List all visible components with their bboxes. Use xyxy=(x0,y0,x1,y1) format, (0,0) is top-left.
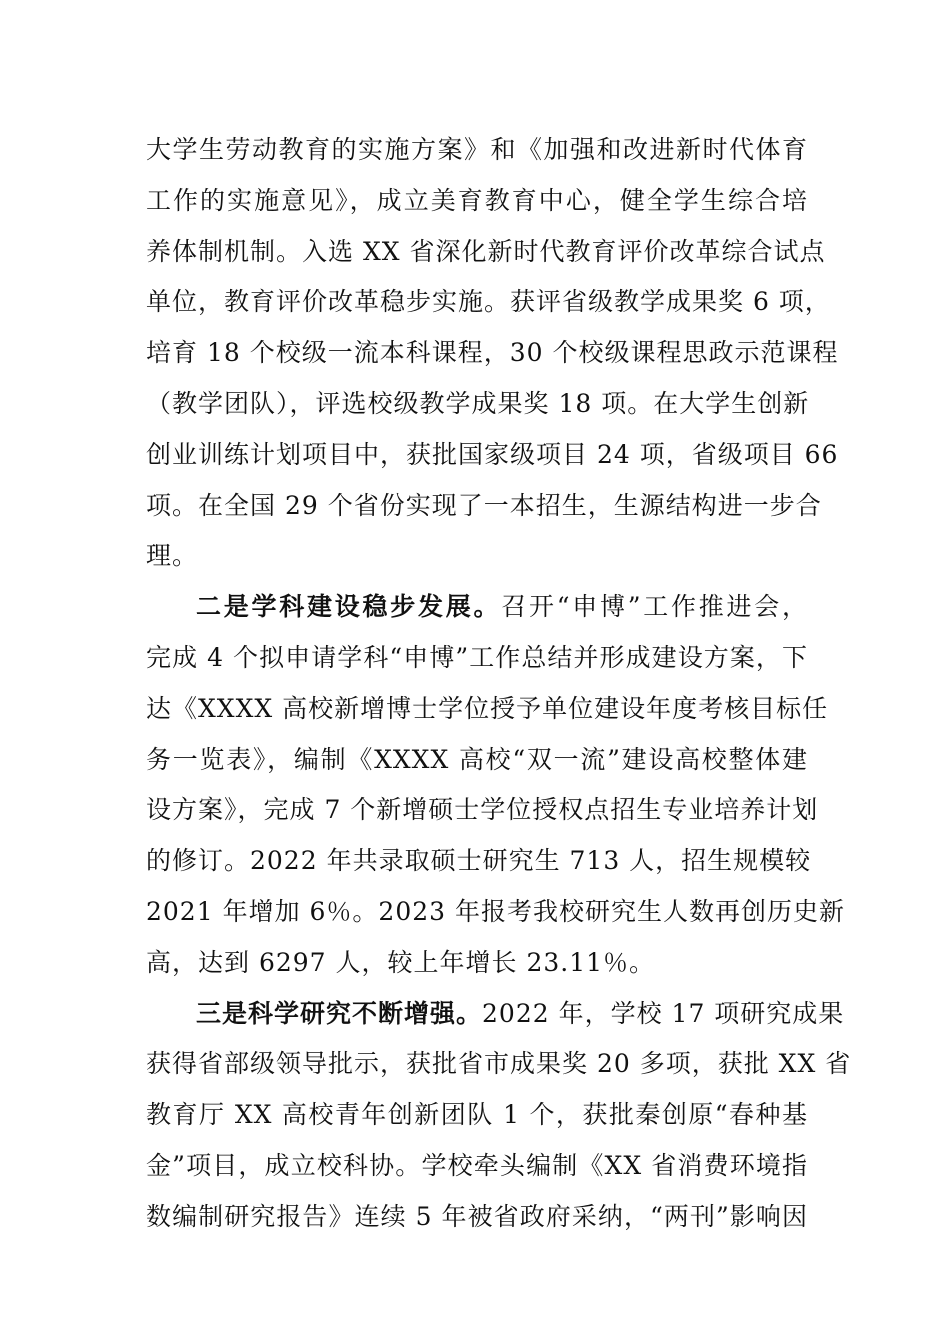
text-line: 务一览表》，编制《XXXX 高校“双一流”建设高校整体建 xyxy=(146,744,808,774)
text-line: 达《XXXX 高校新增博士学位授予单位建设年度考核目标任 xyxy=(146,693,829,723)
text-line: 获得省部级领导批示，获批省市成果奖 20 多项，获批 XX 省 xyxy=(146,1049,852,1079)
text-line: 完成 4 个拟申请学科“申博”工作总结并形成建设方案，下 xyxy=(146,642,808,672)
text-line: 数编制研究报告》连续 5 年被省政府采纳，“两刊”影响因 xyxy=(146,1201,808,1231)
text-line: 教育厅 XX 高校青年创新团队 1 个，获批秦创原“春种基 xyxy=(146,1100,808,1130)
body-text xyxy=(146,125,852,1243)
section-heading-line xyxy=(146,989,845,1040)
section-lead: 三是科学研究不断增强。 xyxy=(196,998,483,1028)
text-line: 金”项目，成立校科协。学校牵头编制《XX 省消费环境指 xyxy=(146,1150,808,1180)
text-line: 培育 18 个校级一流本科课程，30 个校级课程思政示范课程 xyxy=(146,338,839,368)
text-line: 创业训练计划项目中，获批国家级项目 24 项，省级项目 66 xyxy=(146,439,839,469)
text-line: 理。 xyxy=(146,541,199,571)
section-lead: 二是学科建设稳步发展。 xyxy=(196,592,502,622)
section-heading-line xyxy=(146,582,808,633)
text-line: 大学生劳动教育的实施方案》和《加强和改进新时代体育 xyxy=(146,135,808,164)
text-line: 2021 年增加 6％。2023 年报考我校研究生人数再创历史新 xyxy=(146,896,845,926)
text-line: 单位，教育评价改革稳步实施。获评省级教学成果奖 6 项， xyxy=(146,287,831,317)
text-line: 养体制机制。入选 XX 省深化新时代教育评价改革综合试点 xyxy=(146,236,826,266)
text-line: 设方案》，完成 7 个新增硕士学位授权点招生专业培养计划 xyxy=(146,795,819,825)
text-line: 的修订。2022 年共录取硕士研究生 713 人，招生规模较 xyxy=(146,846,812,876)
text-line: 项。在全国 29 个省份实现了一本招生，生源结构进一步合 xyxy=(146,490,822,520)
text-line: 工作的实施意见》，成立美育教育中心，健全学生综合培 xyxy=(146,185,808,215)
text-line: 高，达到 6297 人，较上年增长 23.11％。 xyxy=(146,947,656,977)
section-lead-rest: 2022 年，学校 17 项研究成果 xyxy=(482,998,845,1028)
text-line: （教学团队），评选校级教学成果奖 18 项。在大学生创新 xyxy=(146,388,810,418)
section-lead-rest: 召开“申博”工作推进会， xyxy=(501,592,808,622)
